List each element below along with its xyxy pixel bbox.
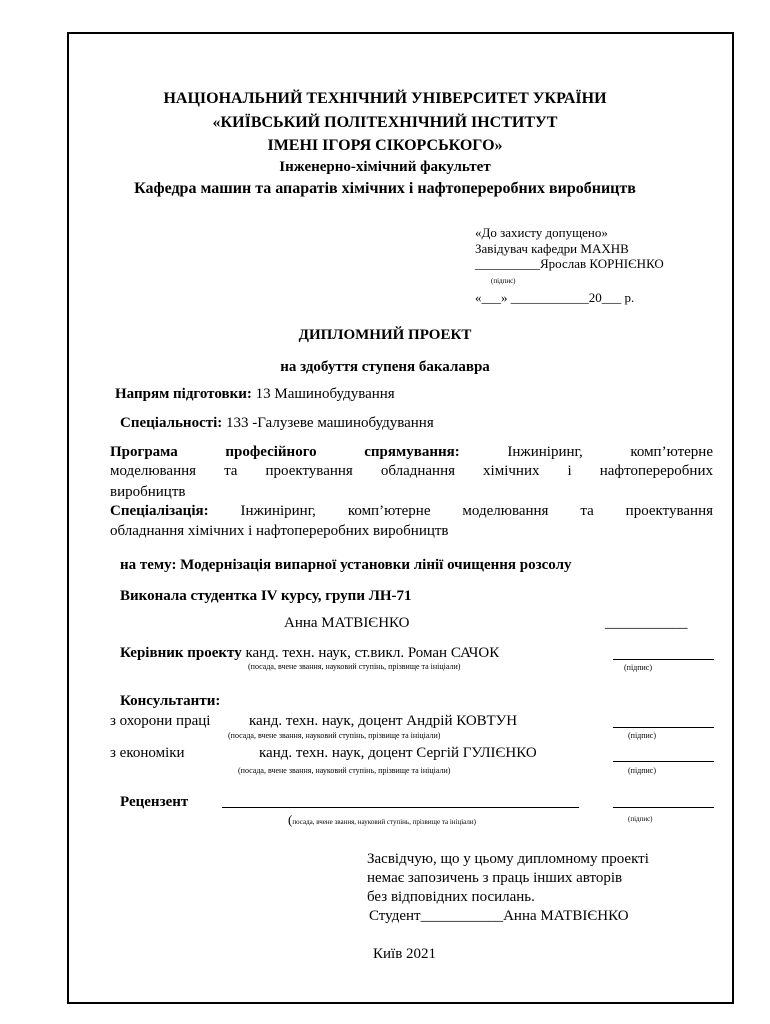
specialization-label: Спеціалізація: [110,503,209,519]
consultant-labor-signature-line [613,727,714,728]
specialty-row [120,414,434,432]
specialization-line-1 [110,502,713,520]
reviewer-signature-line [613,807,714,808]
admitted-to-defense: «До захисту допущено» [475,225,608,240]
program-label: Програма професійного спрямування: [110,444,460,460]
department: Кафедра машин та апаратів хімічних і нафтопереробних виробництв [134,180,636,197]
declaration-student-name: Анна МАТВІЄНКО [503,908,629,924]
consultant-economics-area: з економіки [110,745,185,761]
program-value-line-3: виробництв [110,484,186,500]
consultants-label: Консультанти: [120,693,221,709]
specialty-value: 133 -Галузеве машинобудування [226,415,434,431]
declaration-student-blank: ___________ [420,908,504,924]
city-year: Київ 2021 [373,946,437,962]
program-line-1 [110,443,713,461]
declaration-line-3: без відповідних посилань. [367,889,535,905]
student-name: Анна МАТВІЄНКО [284,615,410,631]
approval-date-line: «___» ____________20___ р. [475,290,635,305]
supervisor-caption: (посада, вчене звання, науковий ступінь, прізвище та ініціали) [248,662,461,671]
specialty-label: Спеціальності: [120,415,223,431]
reviewer-label: Рецензент [120,794,189,810]
document-type-title: ДИПЛОМНИЙ ПРОЕКТ [298,327,472,343]
supervisor-row [120,644,499,662]
consultant-economics-caption: (посада, вчене звання, науковий ступінь, прізвище та ініціали) [238,766,451,775]
reviewer-caption-paren: ( [288,812,293,827]
direction-value: 13 Машинобудування [255,386,395,402]
declaration-student-label: Студент [369,908,421,924]
faculty: Інженерно-хімічний факультет [279,159,491,175]
declaration-student-row [369,907,629,925]
consultant-labor-value: канд. техн. наук, доцент Андрій КОВТУН [249,713,518,729]
supervisor-signature-caption: (підпис) [624,663,653,672]
consultant-labor-area: з охорони праці [110,713,211,729]
consultant-economics-value: канд. техн. наук, доцент Сергій ГУЛІЄНКО [259,745,537,761]
consultant-economics-signature-line [613,761,714,762]
supervisor-value: канд. техн. наук, ст.викл. Роман САЧОК [245,645,500,661]
specialization-value-line-2: обладнання хімічних і нафтопереробних виробництв [110,523,449,539]
project-topic: на тему: Модернізація випарної установки лінії очищення розсолу [120,557,572,573]
consultant-labor-signature-caption: (підпис) [628,731,657,740]
student-signature-line: ___________ [605,615,688,631]
degree-line: на здобуття ступеня бакалавра [280,359,490,375]
university-line-2: «КИЇВСЬКИЙ ПОЛІТЕХНІЧНИЙ ІНСТИТУТ [212,114,558,131]
declaration-line-1: Засвідчую, що у цьому дипломному проекті [367,851,649,867]
consultant-labor-caption: (посада, вчене звання, науковий ступінь, прізвище та ініціали) [228,731,441,740]
consultant-economics-signature-caption: (підпис) [628,766,657,775]
head-signature-caption: (підпис) [491,277,516,285]
reviewer-line [222,807,579,808]
head-of-department-signature [475,256,664,271]
declaration-line-2: немає запозичень з праць інших авторів [367,870,623,886]
head-of-department-name: Ярослав КОРНІЄНКО [540,256,664,271]
university-line-3: ІМЕНІ ІГОРЯ СІКОРСЬКОГО» [267,137,503,154]
reviewer-caption-row [288,811,476,829]
reviewer-caption: посада, вчене звання, науковий ступінь, прізвище та ініціали) [292,818,476,826]
performed-by: Виконала студентка IV курсу, групи ЛН-71 [120,588,412,604]
specialization-value-line-1: Інжиніринг, комп’ютерне моделювання та проектування [240,503,713,519]
reviewer-signature-caption: (підпис) [628,815,653,823]
supervisor-label: Керівник проекту [120,645,242,661]
program-value-line-1: Інжиніринг, комп’ютерне [507,444,713,460]
program-value-line-2: моделювання та проектування обладнання хімічних і нафтопереробних [110,463,713,479]
direction-label: Напрям підготовки: [115,386,252,402]
head-signature-blank: __________ [475,256,540,271]
head-of-department-title: Завідувач кафедри МАХНВ [475,241,629,256]
university-line-1: НАЦІОНАЛЬНИЙ ТЕХНІЧНИЙ УНІВЕРСИТЕТ УКРАЇНИ [163,90,607,107]
direction-row [115,385,395,403]
supervisor-signature-line [613,659,714,660]
